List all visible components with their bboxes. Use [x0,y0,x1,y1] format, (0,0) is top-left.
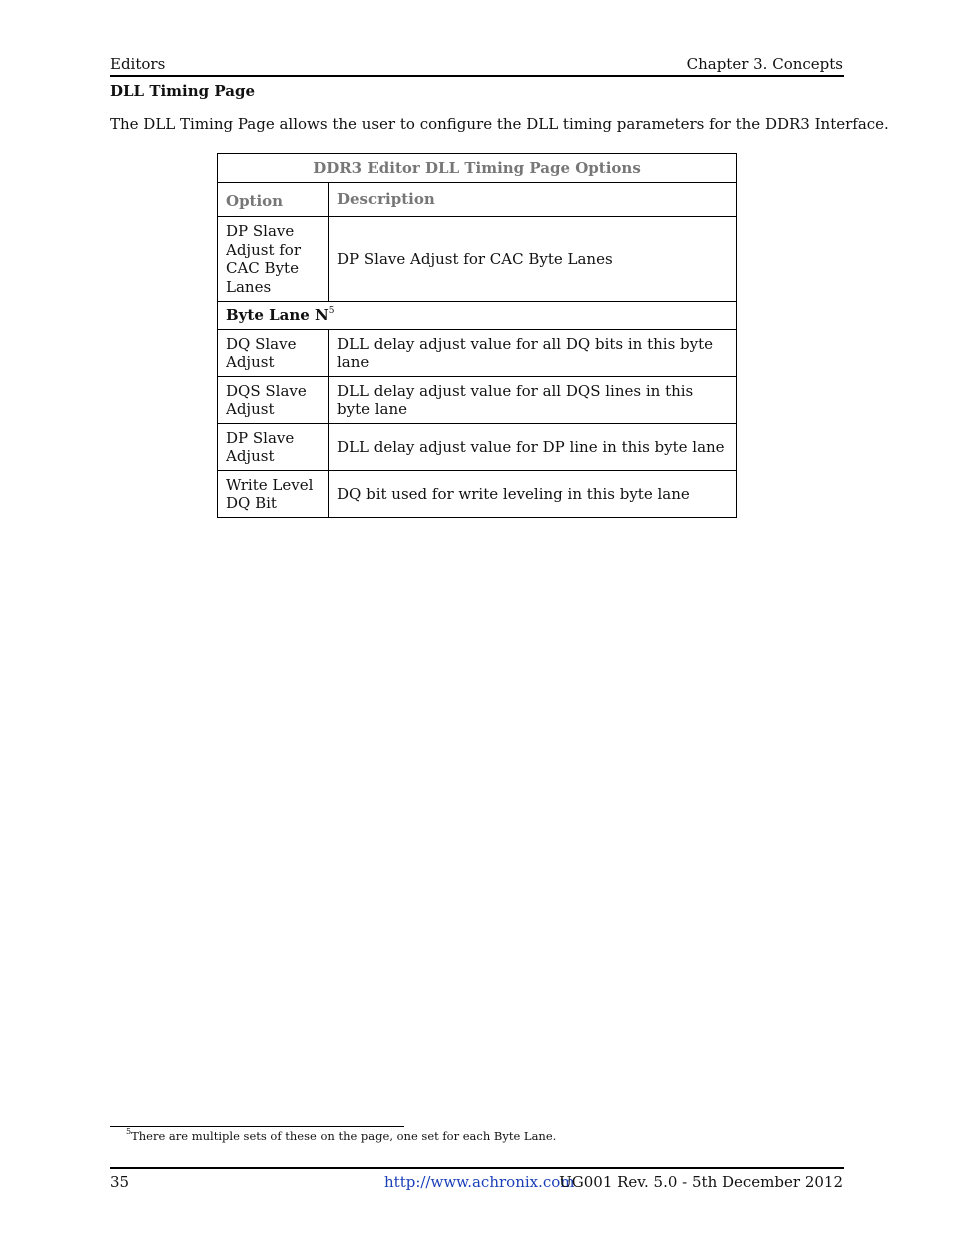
option-cell: Write Level DQ Bit [218,471,329,518]
option-cell: DQ Slave Adjust [218,330,329,377]
table-row [218,217,737,302]
running-header-left: Editors [110,55,166,73]
description-cell: DLL delay adjust value for all DQ bits in this byte lane [329,330,737,377]
description-cell: DQ bit used for write leveling in this byte lane [329,471,737,518]
group-label: Byte Lane N [226,306,329,325]
table-row [218,471,737,518]
website-link[interactable]: http://www.achronix.com [384,1173,575,1191]
options-table [217,153,737,518]
intro-paragraph: The DLL Timing Page allows the user to configure the DLL timing parameters for the DDR3 Interface. [110,115,889,133]
document-reference: UG001 Rev. 5.0 - 5th December 2012 [559,1173,843,1191]
header-rule [110,75,844,77]
running-header-right: Chapter 3. Concepts [686,55,843,73]
footnote-mark: 5 [126,1127,132,1137]
column-header-option: Option [218,183,329,217]
table-caption: DDR3 Editor DLL Timing Page Options [218,154,737,183]
table-row [218,330,737,377]
footnote-reference: 5 [328,306,335,317]
page-number: 35 [110,1173,130,1191]
group-label-cell [218,302,737,330]
description-cell: DP Slave Adjust for CAC Byte Lanes [329,217,737,302]
footnote [126,1129,556,1143]
table-row [218,377,737,424]
footnote-rule [110,1126,404,1127]
footnote-text: There are multiple sets of these on the page, one set for each Byte Lane. [131,1129,557,1143]
column-header-description: Description [329,183,737,217]
option-cell: DQS Slave Adjust [218,377,329,424]
description-cell: DLL delay adjust value for DP line in this byte lane [329,424,737,471]
group-row [218,302,737,330]
table-row [218,424,737,471]
option-cell: DP Slave Adjust [218,424,329,471]
description-cell: DLL delay adjust value for all DQS lines in this byte lane [329,377,737,424]
section-title: DLL Timing Page [110,82,255,100]
footer-rule [110,1167,844,1169]
option-cell: DP Slave Adjust for CAC Byte Lanes [218,217,329,302]
